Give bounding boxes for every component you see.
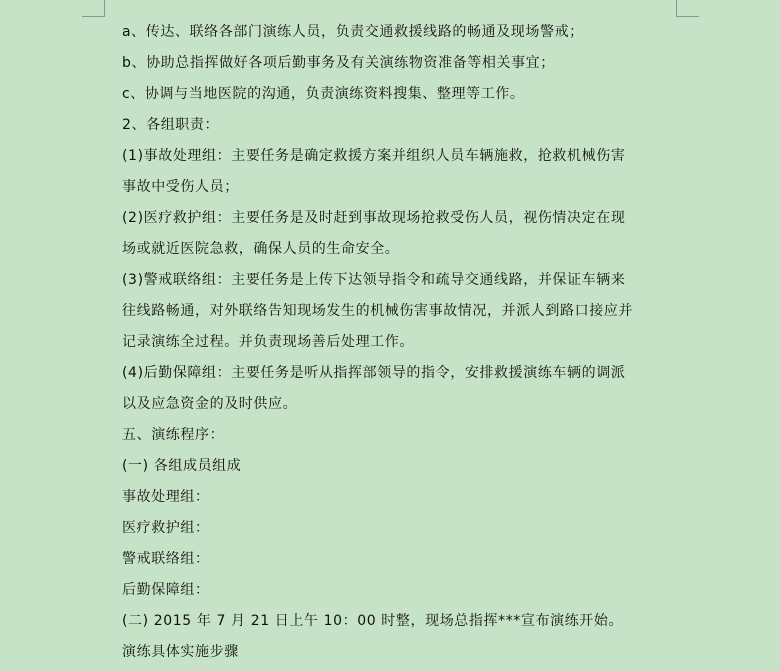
paragraph-line: a、传达、联络各部门演练人员，负责交通救援线路的畅通及现场警戒；	[122, 24, 584, 40]
paragraph-line: (二) 2015 年 7 月 21 日上午 10：00 时整，现场总指挥***宣布演练开始。	[122, 613, 624, 629]
document-body	[122, 20, 682, 671]
paragraph-line: b、协助总指挥做好各项后勤事务及有关演练物资准备等相关事宜；	[122, 55, 555, 71]
paragraph-line: 后勤保障组：	[122, 582, 210, 598]
paragraph-line: (1)事故处理组：主要任务是确定救援方案并组织人员车辆施救，抢救机械伤害	[122, 148, 626, 164]
paragraph-line: 以及应急资金的及时供应。	[122, 396, 298, 412]
subsection-heading: (一) 各组成员组成	[122, 458, 242, 474]
paragraph-line: 演练具体实施步骤	[122, 644, 239, 660]
section-heading: 五、演练程序：	[122, 427, 225, 443]
section-heading: 2、各组职责：	[122, 117, 220, 133]
paragraph-line: (2)医疗救护组：主要任务是及时赶到事故现场抢救受伤人员，视伤情决定在现	[122, 210, 626, 226]
paragraph-line: 警戒联络组：	[122, 551, 210, 567]
paragraph-line: c、协调与当地医院的沟通，负责演练资料搜集、整理等工作。	[122, 86, 525, 102]
margin-corner-mark-left	[82, 0, 105, 17]
margin-corner-mark-right	[676, 0, 699, 17]
paragraph-line: (4)后勤保障组：主要任务是听从指挥部领导的指令，安排救援演练车辆的调派	[122, 365, 626, 381]
paragraph-line: 记录演练全过程。并负责现场善后处理工作。	[122, 334, 414, 350]
paragraph-line: 事故处理组：	[122, 489, 210, 505]
paragraph-line: 事故中受伤人员；	[122, 179, 239, 195]
paragraph-line: (3)警戒联络组：主要任务是上传下达领导指令和疏导交通线路，并保证车辆来	[122, 272, 626, 288]
paragraph-line: 医疗救护组：	[122, 520, 210, 536]
paragraph-line: 往线路畅通，对外联络告知现场发生的机械伤害事故情况，并派人到路口接应并	[122, 303, 633, 319]
paragraph-line: 场或就近医院急救，确保人员的生命安全。	[122, 241, 400, 257]
